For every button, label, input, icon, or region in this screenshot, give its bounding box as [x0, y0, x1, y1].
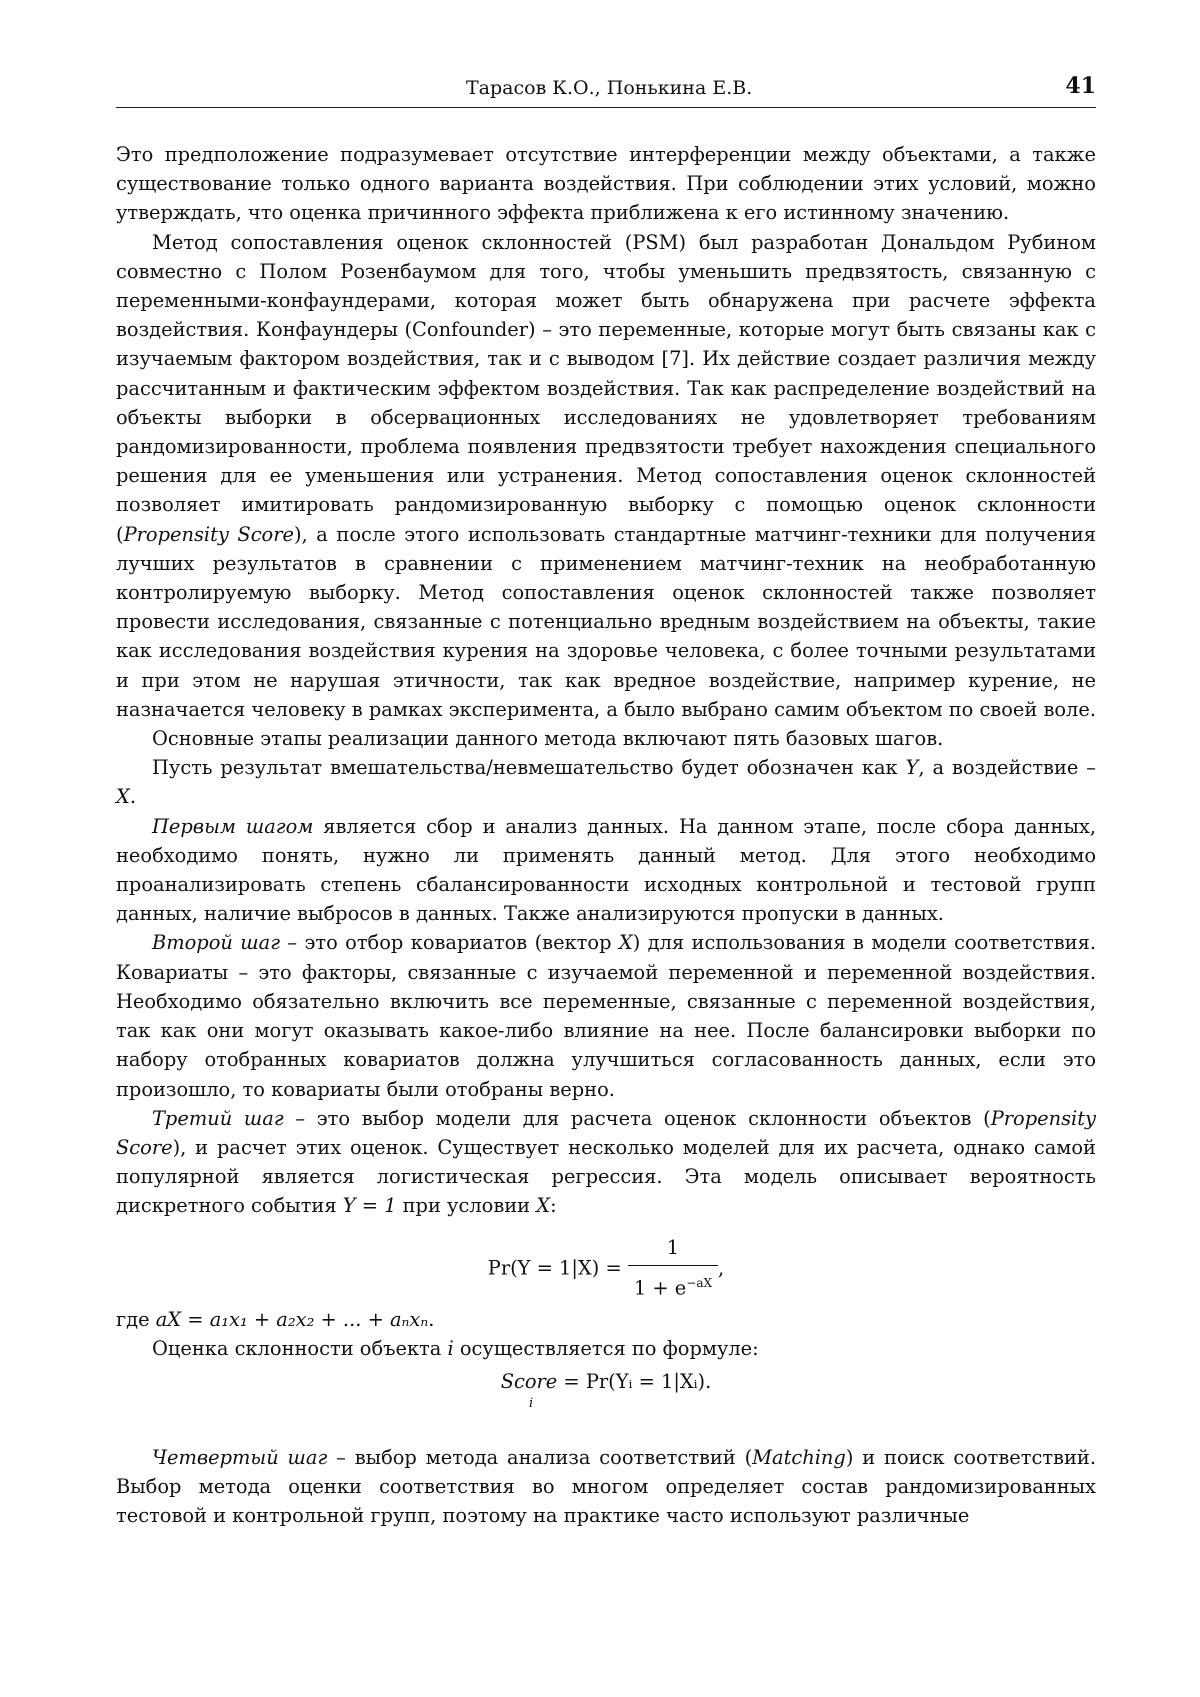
paragraph-2-text-b: ), а после этого использовать стандартные матчинг-техники для получения лучших результатов в сравнении с применением матчинг-техник на необработанную контролируемую выборку. Метод сопоставления оценок склонностей также позволяет провести исследования, связанные с потенциально вредным воздействием на объекты, такие как исследования воздействия курения на здоровье человека, с более точными результатами и при этом не нарушая этичности, так как вредное воздействие, например курение, не назначается человеку в рамках эксперимента, а было выбрано самим объектом по своей воле. — [116, 522, 1097, 721]
paragraph-4-text-c: . — [129, 785, 136, 809]
header-authors: Тарасов К.О., Понькина Е.В. — [466, 77, 753, 99]
paragraph-4-text-b: , а воздействие – — [918, 756, 1096, 780]
paragraph-score-intro — [116, 1334, 1096, 1363]
paragraph-4 — [116, 753, 1096, 811]
formula-comma: , — [718, 1256, 725, 1280]
step-4-label: Четвертый шаг — [152, 1445, 328, 1469]
step-3-emphasis: Propensity Score — [116, 1106, 1097, 1159]
body-text — [116, 140, 1096, 1531]
paragraph-2-emphasis: Propensity Score — [123, 522, 294, 546]
paragraph-step-2 — [116, 928, 1096, 1103]
paragraph-step-4 — [116, 1443, 1096, 1531]
score-rhs: = Pr(Yᵢ = 1|Xᵢ). — [557, 1369, 712, 1393]
step-3-text-a: – это выбор модели для расчета оценок склонности объектов ( — [283, 1106, 991, 1130]
paragraph-3: Основные этапы реализации данного метода включают пять базовых шагов. — [152, 727, 944, 751]
running-header — [116, 73, 1096, 108]
formula-denominator-base: 1 + e — [633, 1275, 687, 1299]
score-formula — [116, 1363, 1096, 1443]
score-intro-text-a: Оценка склонности объекта — [152, 1336, 448, 1360]
page-number: 41 — [1065, 73, 1096, 99]
paragraph-step-3 — [116, 1104, 1096, 1221]
formula-numerator: 1 — [628, 1231, 718, 1266]
where-text-b: . — [428, 1307, 435, 1331]
step-2-label: Второй шаг — [152, 931, 281, 955]
score-intro-text-b: осуществляется по формуле: — [453, 1336, 759, 1360]
where-formula: aX = a₁x₁ + a₂x₂ + ... + aₙxₙ — [155, 1307, 429, 1331]
paragraph-2-text-a: Метод сопоставления оценок склонностей (PSM) был разработан Дональдом Рубином совместно с Полом Розенбаумом для того, чтобы уменьшить предвзятость, связанную с переменными-конфаундерами, которая может быть обнаружена при расчете эффекта воздействия. Конфаундеры (Confounder) – это переменные, которые могут быть связаны как с изучаемым фактором воздействия, так и с выводом [7]. Их действие создает различия между рассчитанным и фактическим эффектом воздействия. Так как распределение воздействий на объекты выборки в обсервационных исследованиях не удовлетворяет требованиям рандомизированности, проблема появления предвзятости требует нахождения специального решения для ее уменьшения или устранения. Метод сопоставления оценок склонностей позволяет имитировать рандомизированную выборку с помощью оценок склонности ( — [116, 230, 1096, 546]
step-3-text-c: при условии — [396, 1194, 537, 1218]
step-4-text-b: ) и поиск соответствий. Выбор метода оценки соответствия во многом определяет состав рандомизированных тестовой и контрольной групп, поэтому на практике часто используют различные — [116, 1445, 1096, 1528]
paragraph-2 — [116, 228, 1096, 724]
formula-denominator — [628, 1266, 718, 1305]
logistic-formula — [116, 1221, 1096, 1305]
formula-lhs: Pr(Y = 1|X) = — [487, 1256, 622, 1280]
paragraph-4-var-x: X — [116, 785, 130, 809]
step-3-text-d: : — [550, 1194, 557, 1218]
step-1-label: Первым шагом — [152, 814, 314, 838]
score-word: Score — [500, 1369, 558, 1393]
score-index: i — [528, 1395, 534, 1411]
paragraph-4-var-y: Y — [905, 756, 919, 780]
step-4-text-a: – выбор метода анализа соответствий ( — [327, 1445, 753, 1469]
formula-exponent: −aX — [686, 1275, 713, 1290]
step-2-var-x: X — [618, 931, 633, 955]
paragraph-4-text-a: Пусть результат вмешательства/невмешательство будет обозначен как — [152, 756, 906, 780]
score-term — [500, 1367, 558, 1411]
step-2-text-b: ) для использования в модели соответствия. Ковариаты – это факторы, связанные с изучаемой переменной и переменной воздействия. Необходимо обязательно включить все переменные, связанные с переменной воздействия, так как они могут оказывать какое-либо влияние на нее. После балансировки выборки по набору отобранных ковариатов должна улучшиться согласованность данных, если это произошло, то ковариаты были отобраны верно. — [116, 931, 1097, 1101]
where-text-a: где — [116, 1307, 156, 1331]
step-3-text-b: ), и расчет этих оценок. Существует несколько моделей для их расчета, однако самой популярной является логистическая регрессия. Эта модель описывает вероятность дискретного события — [116, 1135, 1096, 1218]
paragraph-where — [116, 1305, 1096, 1334]
paragraph-1: Это предположение подразумевает отсутствие интерференции между объектами, а также существование только одного варианта воздействия. При соблюдении этих условий, можно утверждать, что оценка причинного эффекта приближена к его истинному значению. — [116, 143, 1096, 225]
step-3-var-x: X — [536, 1194, 551, 1218]
step-3-event: Y = 1 — [342, 1194, 397, 1218]
paragraph-step-1 — [116, 812, 1096, 929]
score-intro-var-i: i — [447, 1336, 454, 1360]
step-4-emphasis: Matching — [752, 1445, 846, 1469]
formula-fraction — [628, 1231, 718, 1305]
step-1-text: является сбор и анализ данных. На данном этапе, после сбора данных, необходимо понять, нужно ли применять данный метод. Для этого необходимо проанализировать степень сбалансированности исходных контрольной и тестовой групп данных, наличие выбросов в данных. Также анализируются пропуски в данных. — [116, 814, 1096, 926]
step-3-label: Третий шаг — [152, 1106, 284, 1130]
step-2-text-a: – это отбор ковариатов (вектор — [280, 931, 619, 955]
